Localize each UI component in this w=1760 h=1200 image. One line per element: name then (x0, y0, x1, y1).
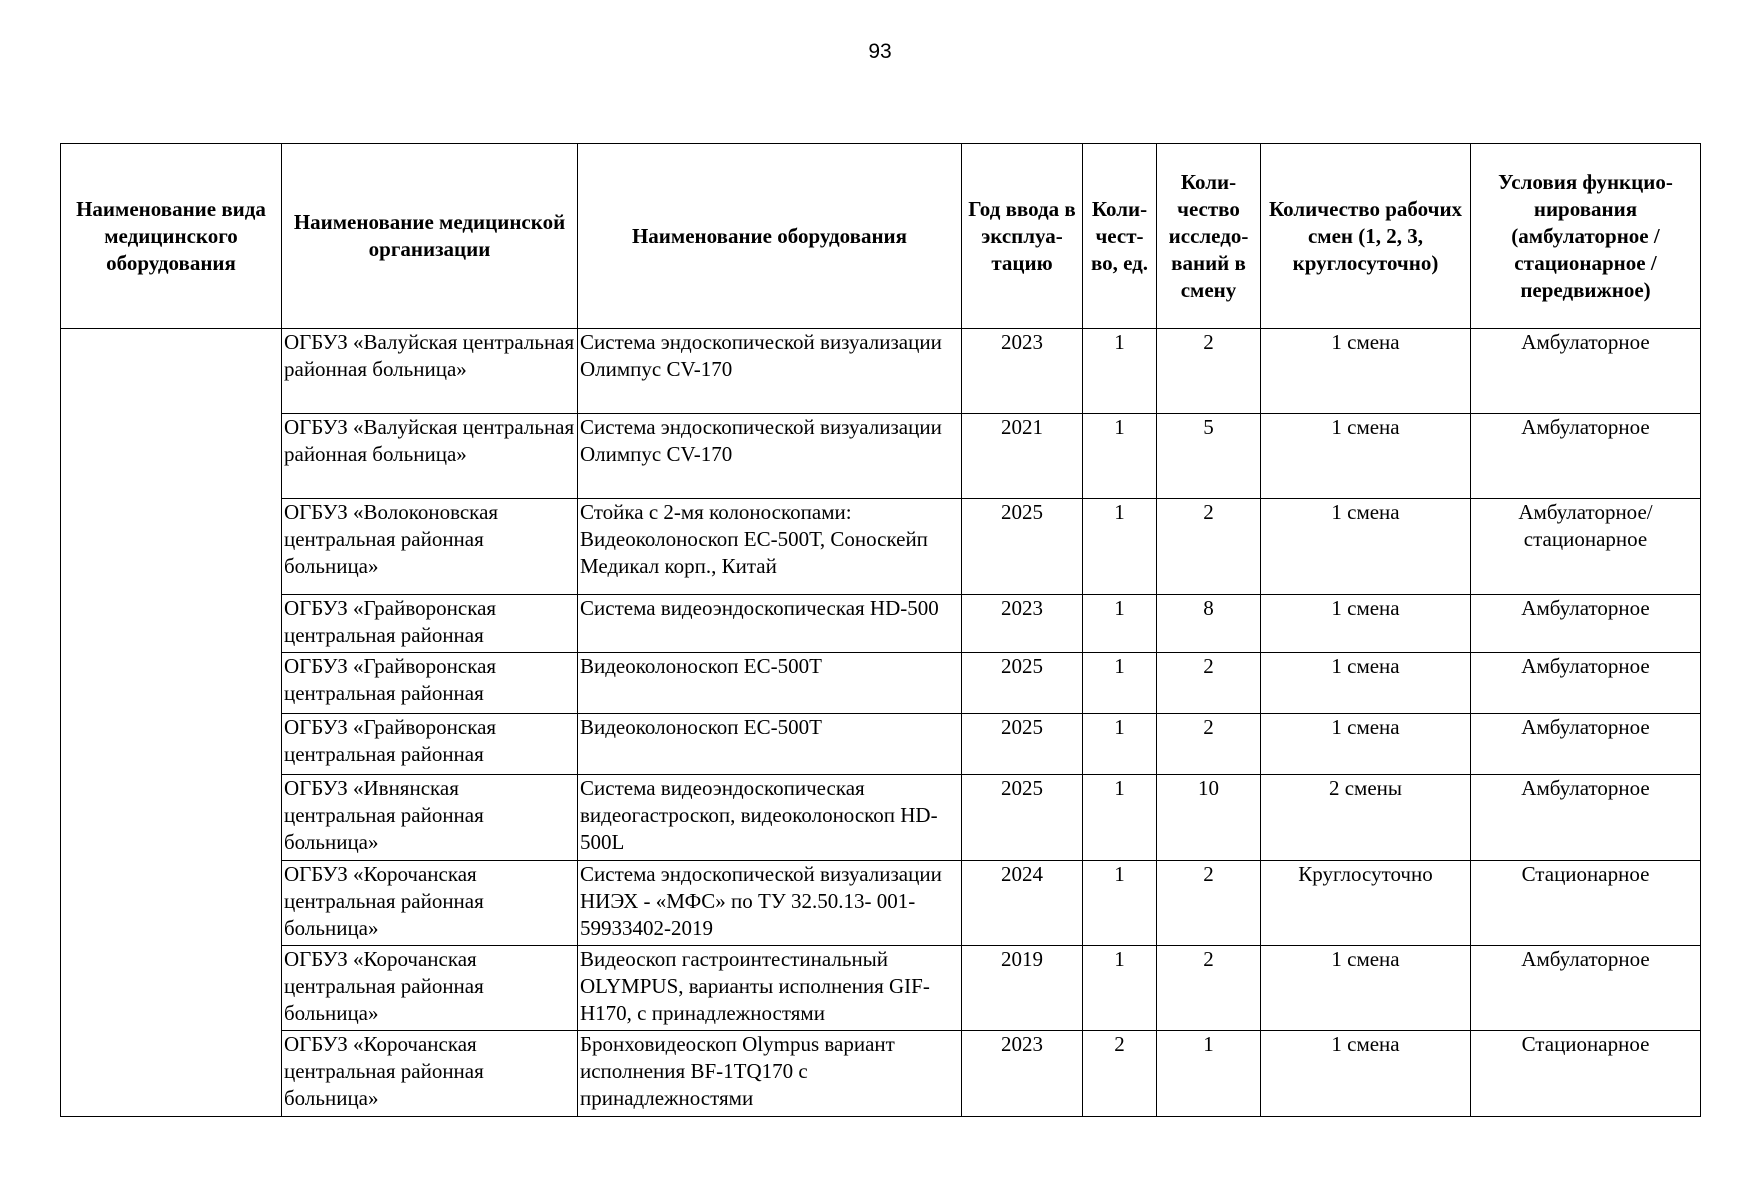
shifts-cell: 1 смена (1261, 714, 1471, 775)
table-row (61, 1031, 1701, 1117)
conditions-cell: Амбулаторное (1471, 714, 1701, 775)
quantity-cell: 1 (1083, 329, 1157, 414)
studies-cell: 10 (1157, 775, 1261, 861)
studies-cell: 2 (1157, 499, 1261, 595)
year-cell: 2024 (962, 861, 1083, 946)
table-header-row (61, 144, 1701, 329)
studies-cell: 2 (1157, 714, 1261, 775)
table-row (61, 329, 1701, 414)
year-cell: 2021 (962, 414, 1083, 499)
shifts-cell: 1 смена (1261, 1031, 1471, 1117)
shifts-cell: 1 смена (1261, 329, 1471, 414)
conditions-cell: Амбулаторное/ стационарное (1471, 499, 1701, 595)
equipment-cell: Видеоколоноскоп ЕС-500Т (578, 653, 962, 714)
conditions-cell: Стационарное (1471, 1031, 1701, 1117)
equipment-cell: Система видеоэндоскопическая видеогастроскоп, видеоколоноскоп HD-500L (578, 775, 962, 861)
quantity-cell: 1 (1083, 861, 1157, 946)
table-row (61, 775, 1701, 861)
year-cell: 2025 (962, 775, 1083, 861)
organization-cell: ОГБУЗ «Корочанская центральная районная больница» (282, 946, 578, 1031)
year-cell: 2023 (962, 329, 1083, 414)
header-year: Год ввода в эксплуа-тацию (962, 144, 1083, 329)
shifts-cell: Круглосуточно (1261, 861, 1471, 946)
quantity-cell: 1 (1083, 653, 1157, 714)
conditions-cell: Амбулаторное (1471, 775, 1701, 861)
studies-cell: 2 (1157, 329, 1261, 414)
table-row (61, 653, 1701, 714)
header-shifts: Количество рабочих смен (1, 2, 3, круглосуточно) (1261, 144, 1471, 329)
year-cell: 2025 (962, 653, 1083, 714)
quantity-cell: 1 (1083, 595, 1157, 653)
header-quantity: Коли-чест-во, ед. (1083, 144, 1157, 329)
quantity-cell: 1 (1083, 499, 1157, 595)
organization-cell: ОГБУЗ «Корочанская центральная районная больница» (282, 1031, 578, 1117)
conditions-cell: Амбулаторное (1471, 329, 1701, 414)
conditions-cell: Амбулаторное (1471, 946, 1701, 1031)
studies-cell: 2 (1157, 653, 1261, 714)
quantity-cell: 1 (1083, 775, 1157, 861)
equipment-cell: Бронховидеоскоп Olympus вариант исполнения BF-1TQ170 с принадлежностями (578, 1031, 962, 1117)
equipment-type-cell (61, 329, 282, 1117)
equipment-cell: Стойка с 2-мя колоноскопами: Видеоколоноскоп ЕС-500Т, Соноскейп Медикал корп., Китай (578, 499, 962, 595)
shifts-cell: 2 смены (1261, 775, 1471, 861)
year-cell: 2019 (962, 946, 1083, 1031)
organization-cell: ОГБУЗ «Волоконовская центральная районная больница» (282, 499, 578, 595)
header-equipment-name: Наименование оборудования (578, 144, 962, 329)
year-cell: 2023 (962, 595, 1083, 653)
page-number: 93 (868, 40, 892, 63)
shifts-cell: 1 смена (1261, 653, 1471, 714)
table-row (61, 714, 1701, 775)
year-cell: 2025 (962, 714, 1083, 775)
studies-cell: 5 (1157, 414, 1261, 499)
organization-cell: ОГБУЗ «Грайворонская центральная районная (282, 595, 578, 653)
table-row (61, 414, 1701, 499)
year-cell: 2025 (962, 499, 1083, 595)
equipment-cell: Видеоколоноскоп ЕС-500Т (578, 714, 962, 775)
organization-cell: ОГБУЗ «Ивнянская центральная районная больница» (282, 775, 578, 861)
header-organization: Наименование медицинской организации (282, 144, 578, 329)
header-conditions: Условия функцио-нирования (амбулаторное / стационарное / передвижное) (1471, 144, 1701, 329)
shifts-cell: 1 смена (1261, 499, 1471, 595)
studies-cell: 1 (1157, 1031, 1261, 1117)
shifts-cell: 1 смена (1261, 595, 1471, 653)
shifts-cell: 1 смена (1261, 414, 1471, 499)
table-row (61, 861, 1701, 946)
equipment-cell: Система видеоэндоскопическая HD-500 (578, 595, 962, 653)
equipment-cell: Система эндоскопической визуализации НИЭХ - «МФС» по ТУ 32.50.13- 001-59933402-2019 (578, 861, 962, 946)
quantity-cell: 1 (1083, 946, 1157, 1031)
table-row (61, 595, 1701, 653)
studies-cell: 8 (1157, 595, 1261, 653)
equipment-cell: Система эндоскопической визуализации Олимпус CV-170 (578, 329, 962, 414)
shifts-cell: 1 смена (1261, 946, 1471, 1031)
equipment-cell: Видеоскоп гастроинтестинальный OLYMPUS, варианты исполнения GIF-H170, с принадлежностями (578, 946, 962, 1031)
organization-cell: ОГБУЗ «Грайворонская центральная районная (282, 714, 578, 775)
quantity-cell: 1 (1083, 414, 1157, 499)
conditions-cell: Амбулаторное (1471, 653, 1701, 714)
organization-cell: ОГБУЗ «Валуйская центральная районная больница» (282, 329, 578, 414)
conditions-cell: Амбулаторное (1471, 414, 1701, 499)
conditions-cell: Амбулаторное (1471, 595, 1701, 653)
studies-cell: 2 (1157, 946, 1261, 1031)
header-studies-per-shift: Коли-чество исследо-ваний в смену (1157, 144, 1261, 329)
organization-cell: ОГБУЗ «Корочанская центральная районная больница» (282, 861, 578, 946)
table-row (61, 499, 1701, 595)
organization-cell: ОГБУЗ «Валуйская центральная районная больница» (282, 414, 578, 499)
equipment-table (60, 143, 1701, 1117)
conditions-cell: Стационарное (1471, 861, 1701, 946)
equipment-cell: Система эндоскопической визуализации Олимпус CV-170 (578, 414, 962, 499)
organization-cell: ОГБУЗ «Грайворонская центральная районная (282, 653, 578, 714)
table-row (61, 946, 1701, 1031)
quantity-cell: 2 (1083, 1031, 1157, 1117)
quantity-cell: 1 (1083, 714, 1157, 775)
year-cell: 2023 (962, 1031, 1083, 1117)
header-equipment-type: Наименование вида медицинского оборудования (61, 144, 282, 329)
studies-cell: 2 (1157, 861, 1261, 946)
